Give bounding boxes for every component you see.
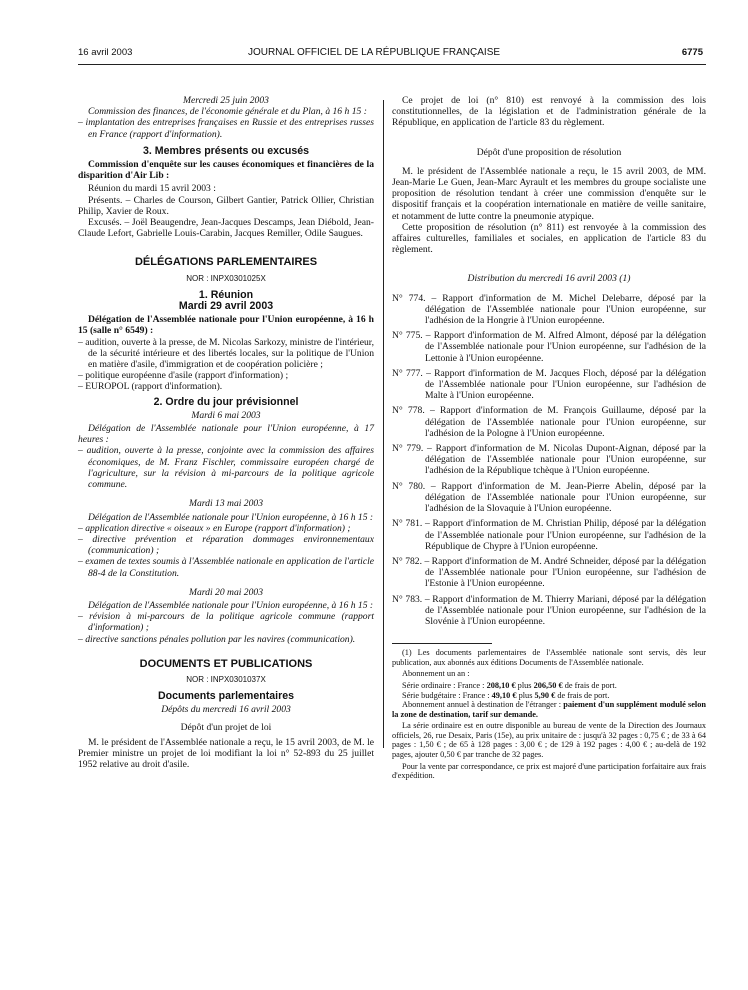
meeting-date-heading: Mardi 29 avril 2003	[178, 300, 274, 313]
right-column	[392, 95, 706, 781]
list-item: N° 781. – Rapport d'information de M. Christian Philip, déposé par la délégation de l'Assemblée nationale pour l'Union européenne, sur l'adhésion de la République de Chypre à l'Union européenne.	[392, 518, 706, 552]
section-heading: 3. Membres présents ou excusés	[142, 144, 310, 157]
delegation-intro: Délégation de l'Assemblée nationale pour l'Union européenne, à 17 heures :	[78, 423, 374, 446]
footnote	[392, 648, 706, 781]
subscription-heading: Abonnement un an :	[402, 669, 470, 679]
delegation-intro: Délégation de l'Assemblée nationale pour l'Union européenne, à 16 h 15 :	[88, 599, 374, 611]
sale-info: La série ordinaire est en outre disponible au bureau de vente de la Direction des Journaux officiels, 26, rue Desaix, Paris (15e), au prix unitaire de : jusqu'à 32 pages : 0,75 € ; de 33 à 64 pages : 1,50 € ; de 65 à 128 pages : 3,00 € ; de 129 à 192 pages : 4,00 € ; au-delà de 192 pages, ajouter 0,50 € par tranche de 32 pages.	[392, 721, 706, 760]
page-header	[0, 47, 748, 61]
list-item: N° 775. – Rapport d'information de M. Alfred Almont, déposé par la délégation de l'Assemblée nationale pour l'Union européenne, sur l'adhésion de la Lettonie à l'Union européenne.	[392, 330, 706, 364]
paragraph: M. le président de l'Assemblée nationale a reçu, le 15 avril 2003, de MM. Jean-Marie Le Guen, Jean-Marc Ayrault et les membres du groupe socialiste une proposition de résolution tendant à créer une commission d'enquête sur le dispositif français et la coopération internationale en matière de veille sanitaire, et notamment de lutte contre la pneumonie atypique.	[392, 165, 706, 222]
left-column	[78, 95, 374, 770]
section-heading: 1. Réunion	[198, 288, 254, 301]
delegation-intro: Délégation de l'Assemblée nationale pour l'Union européenne, à 16 h 15 :	[88, 511, 374, 523]
header-title: JOURNAL OFFICIEL DE LA RÉPUBLIQUE FRANÇAISE	[247, 47, 501, 58]
page-number: 6775	[681, 47, 703, 58]
list-item: N° 777. – Rapport d'information de M. Jacques Floch, déposé par la délégation de l'Assemblée nationale pour l'Union européenne, sur l'adhésion de Malte à l'Union européenne.	[392, 367, 706, 402]
subsection-heading: Dépôt d'une proposition de résolution	[476, 146, 622, 158]
list-item: N° 779. – Rapport d'information de M. Nicolas Dupont-Aignan, déposé par la délégation de l'Assemblée nationale pour l'Union européenne, sur l'adhésion de la République tchèque à l'Union européenne.	[392, 443, 706, 477]
section-title: DÉLÉGATIONS PARLEMENTAIRES	[134, 256, 318, 269]
mail-order-info: Pour la vente par correspondance, ce prix est majoré d'une participation forfaitaire aux frais d'expédition.	[392, 761, 706, 781]
agenda-item: – EUROPOL (rapport d'information).	[78, 381, 223, 393]
list-item: N° 783. – Rapport d'information de M. Thierry Mariani, déposé par la délégation de l'Assemblée nationale pour l'Union européenne, sur l'adhésion de la Slovénie à l'Union européenne.	[392, 593, 706, 627]
nor-reference: NOR : INPX0301037X	[186, 674, 266, 684]
meeting-date: Réunion du mardi 15 avril 2003 :	[88, 183, 216, 195]
agenda-item: – implantation des entreprises françaises en Russie et des entreprises russes en France (rapport d'information).	[78, 117, 374, 140]
nor-reference: NOR : INPX0301025X	[186, 273, 266, 283]
agenda-item: – directive prévention et réparation dommages environnementaux (communication) ;	[78, 533, 374, 557]
list-item: N° 780. – Rapport d'information de M. Jean-Pierre Abelin, déposé par la délégation de l'Assemblée nationale pour l'Union européenne, sur l'adhésion de la Slovaquie à l'Union européenne.	[392, 480, 706, 515]
agenda-item: – directive sanctions pénales pollution par les navires (communication).	[78, 633, 356, 645]
agenda-item: – audition, ouverte à la presse, conjointe avec la commission des affaires économiques, de M. Franz Fischler, commissaire européen chargé de l'agriculture, sur la révision à mi-parcours de la politique agricole commune.	[78, 445, 374, 491]
section-heading: Documents parlementaires	[157, 690, 294, 703]
price-line-budgetaire: Série budgétaire : France : 49,10 € plus 5,90 € de frais de port.	[402, 690, 610, 700]
agenda-item: – audition, ouverte à la presse, de M. Nicolas Sarkozy, ministre de l'intérieur, de la sécurité intérieure et des libertés locales, sur la politique de l'Union en matière d'asile, d'immigration et de coopération policière ;	[78, 336, 374, 371]
commission-intro: Commission des finances, de l'économie générale et du Plan, à 16 h 15 :	[88, 106, 367, 118]
section-title: DOCUMENTS ET PUBLICATIONS	[139, 657, 313, 670]
day-heading: Distribution du mercredi 16 avril 2003 (1)	[467, 273, 631, 285]
day-heading: Mardi 20 mai 2003	[189, 586, 263, 598]
list-item: N° 774. – Rapport d'information de M. Michel Delebarre, déposé par la délégation de l'Assemblée nationale pour l'Union européenne, sur l'adhésion de la Hongrie à l'Union européenne.	[392, 292, 706, 327]
footnote-rule	[392, 643, 492, 644]
day-heading: Dépôts du mercredi 16 avril 2003	[161, 704, 291, 716]
header-date: 16 avril 2003	[78, 47, 133, 58]
paragraph: Ce projet de loi (n° 810) est renvoyé à la commission des lois constitutionnelles, de la législation et de l'administration générale de la République, en application de l'article 83 du règlement.	[392, 95, 706, 129]
footnote-text: (1) Les documents parlementaires de l'Assemblée nationale sont servis, dès leur publication, aux abonnés aux éditions Documents de l'Assemblée nationale.	[392, 648, 706, 667]
list-item: N° 778. – Rapport d'information de M. François Guillaume, déposé par la délégation de l'Assemblée nationale pour l'Union européenne, sur l'adhésion de la Pologne à l'Union européenne.	[392, 405, 706, 439]
price-line-etranger: Abonnement annuel à destination de l'étranger : paiement d'un supplément modulé selon la zone de destination, tarif sur demande.	[392, 700, 706, 719]
header-rule	[78, 64, 706, 65]
paragraph: M. le président de l'Assemblée nationale a reçu, le 15 avril 2003, de M. le Premier ministre un projet de loi modifiant la loi n° 52-893 du 25 juillet 1952 relative au droit d'asile.	[78, 736, 374, 771]
agenda-item: – politique européenne d'asile (rapport d'information) ;	[78, 370, 289, 382]
paragraph: Cette proposition de résolution (n° 811) est renvoyée à la commission des affaires culturelles, familiales et sociales, en application de l'article 83 du règlement.	[392, 221, 706, 256]
list-item: N° 782. – Rapport d'information de M. André Schneider, déposé par la délégation de l'Assemblée nationale pour l'Union européenne, sur l'adhésion de l'Estonie à l'Union européenne.	[392, 555, 706, 590]
day-heading: Mercredi 25 juin 2003	[183, 95, 269, 106]
commission-name: Commission d'enquête sur les causes économiques et financières de la disparition d'Air Lib :	[78, 159, 374, 182]
delegation-intro: Délégation de l'Assemblée nationale pour l'Union européenne, à 16 h 15 (salle n° 6549) :	[78, 314, 374, 337]
agenda-item: – révision à mi-parcours de la politique agricole commune (rapport d'information) ;	[78, 611, 374, 634]
excused-members: Excusés. – Joël Beaugendre, Jean-Jacques Descamps, Jean Diébold, Jean-Claude Lefort, Gabrielle Louis-Carabin, Jacques Remiller, Odile Saugues.	[78, 217, 374, 240]
section-heading: 2. Ordre du jour prévisionnel	[153, 395, 299, 408]
agenda-item: – examen de textes soumis à l'Assemblée nationale en application de l'article 88-4 de la Constitution.	[78, 556, 374, 579]
price-line-ordinaire: Série ordinaire : France : 208,10 € plus 206,50 € de frais de port.	[402, 680, 617, 690]
column-separator	[383, 100, 384, 748]
agenda-item: – application directive « oiseaux » en Europe (rapport d'information) ;	[78, 522, 351, 534]
subsection-heading: Dépôt d'un projet de loi	[180, 721, 272, 733]
day-heading: Mardi 13 mai 2003	[189, 498, 263, 510]
present-members: Présents. – Charles de Courson, Gilbert Gantier, Patrick Ollier, Christian Philip, Xavier de Roux.	[78, 194, 374, 217]
day-heading: Mardi 6 mai 2003	[191, 409, 261, 421]
